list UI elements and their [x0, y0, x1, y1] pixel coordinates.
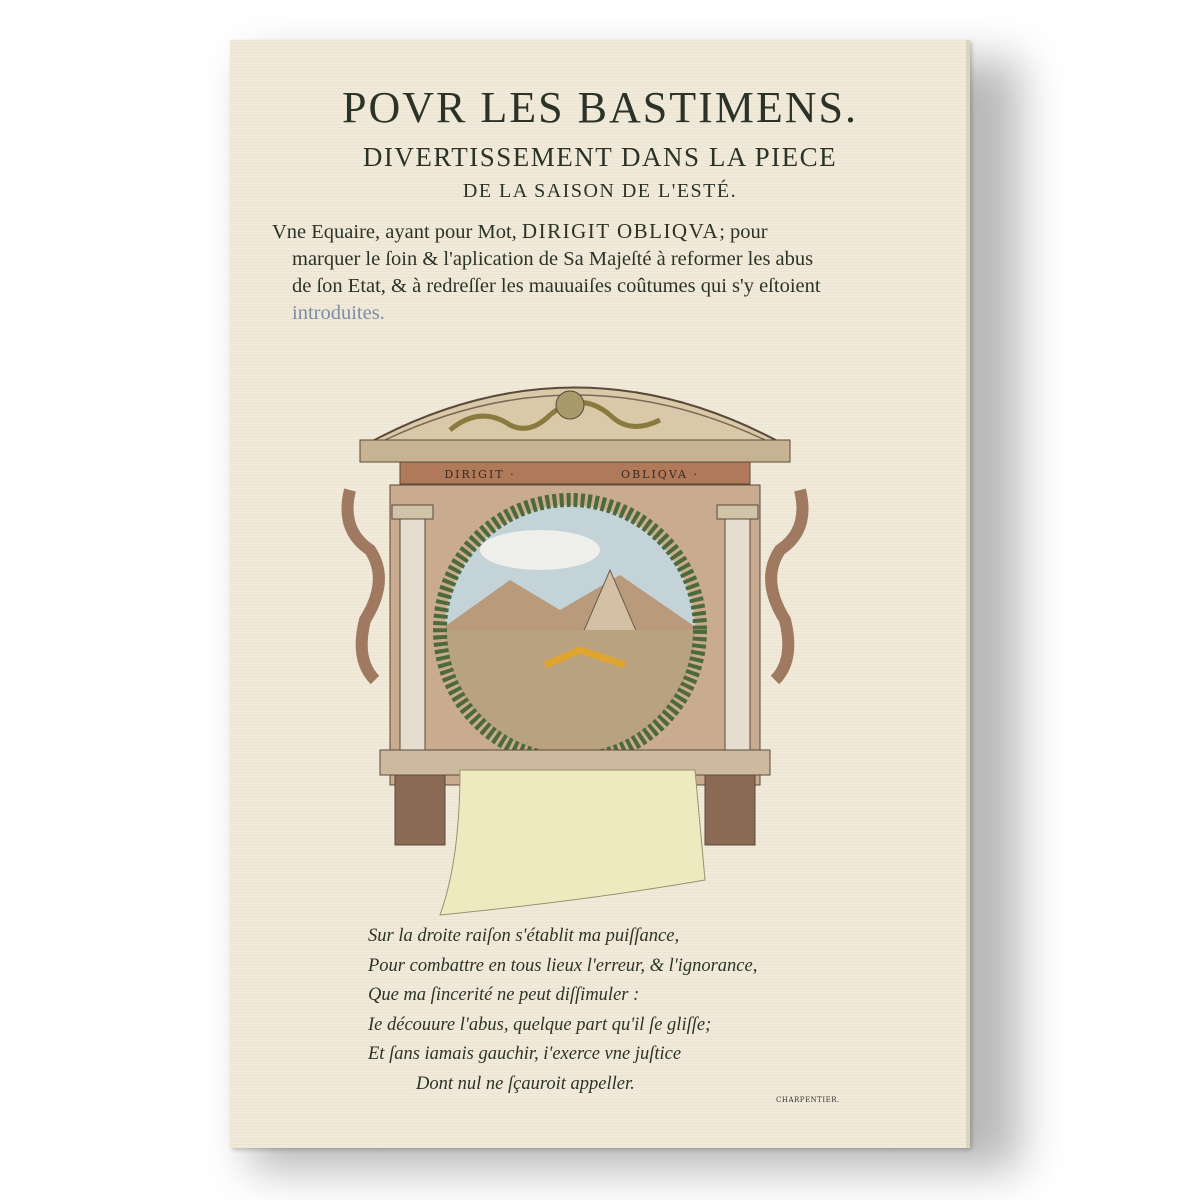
subtitle: DIVERTISSEMENT DANS LA PIECE: [362, 142, 838, 172]
intro-paragraph: [272, 218, 932, 327]
intro-text: Vne Equaire, ayant pour Mot,: [272, 221, 522, 243]
poem-line: Ie découure l'abus, quelque part qu'il ſe gliſſe;: [368, 1014, 712, 1035]
frieze-right: OBLIQVA ·: [621, 468, 699, 481]
intro-text: marquer le ſoin & l'aplication de Sa Majeſté à reformer les abus: [292, 248, 814, 270]
poem-line: Sur la droite raiſon s'établit ma puiſſance,: [368, 926, 680, 946]
architectural-illustration: [340, 340, 810, 920]
intro-text: introduites.: [292, 302, 385, 324]
motto: DIRIGIT OBLIQVA: [521, 219, 720, 243]
intro-text: de ſon Etat, & à redreſſer les mauuaiſes coûtumes qui s'y eſtoient: [292, 275, 821, 297]
intro-text: ; pour: [719, 221, 768, 243]
poem: [368, 922, 757, 1099]
poem-line: Dont nul ne ſçauroit appeller.: [416, 1073, 635, 1094]
title: POVR LES BASTIMENS.: [342, 83, 858, 132]
artist-signature: CHARPENTIER.: [776, 1096, 840, 1104]
frieze-left: DIRIGIT ·: [444, 468, 516, 481]
poem-line: Que ma ſincerité ne peut diſſimuler :: [368, 985, 640, 1005]
canvas-edge: [966, 40, 970, 1148]
poem-line: Et ſans iamais gauchir, i'exerce vne juſtice: [368, 1044, 682, 1064]
poem-line: Pour combattre en tous lieux l'erreur, & l'ignorance,: [368, 955, 758, 976]
canvas-print: [230, 40, 970, 1148]
subtitle-season: DE LA SAISON DE L'ESTÉ.: [462, 180, 738, 202]
